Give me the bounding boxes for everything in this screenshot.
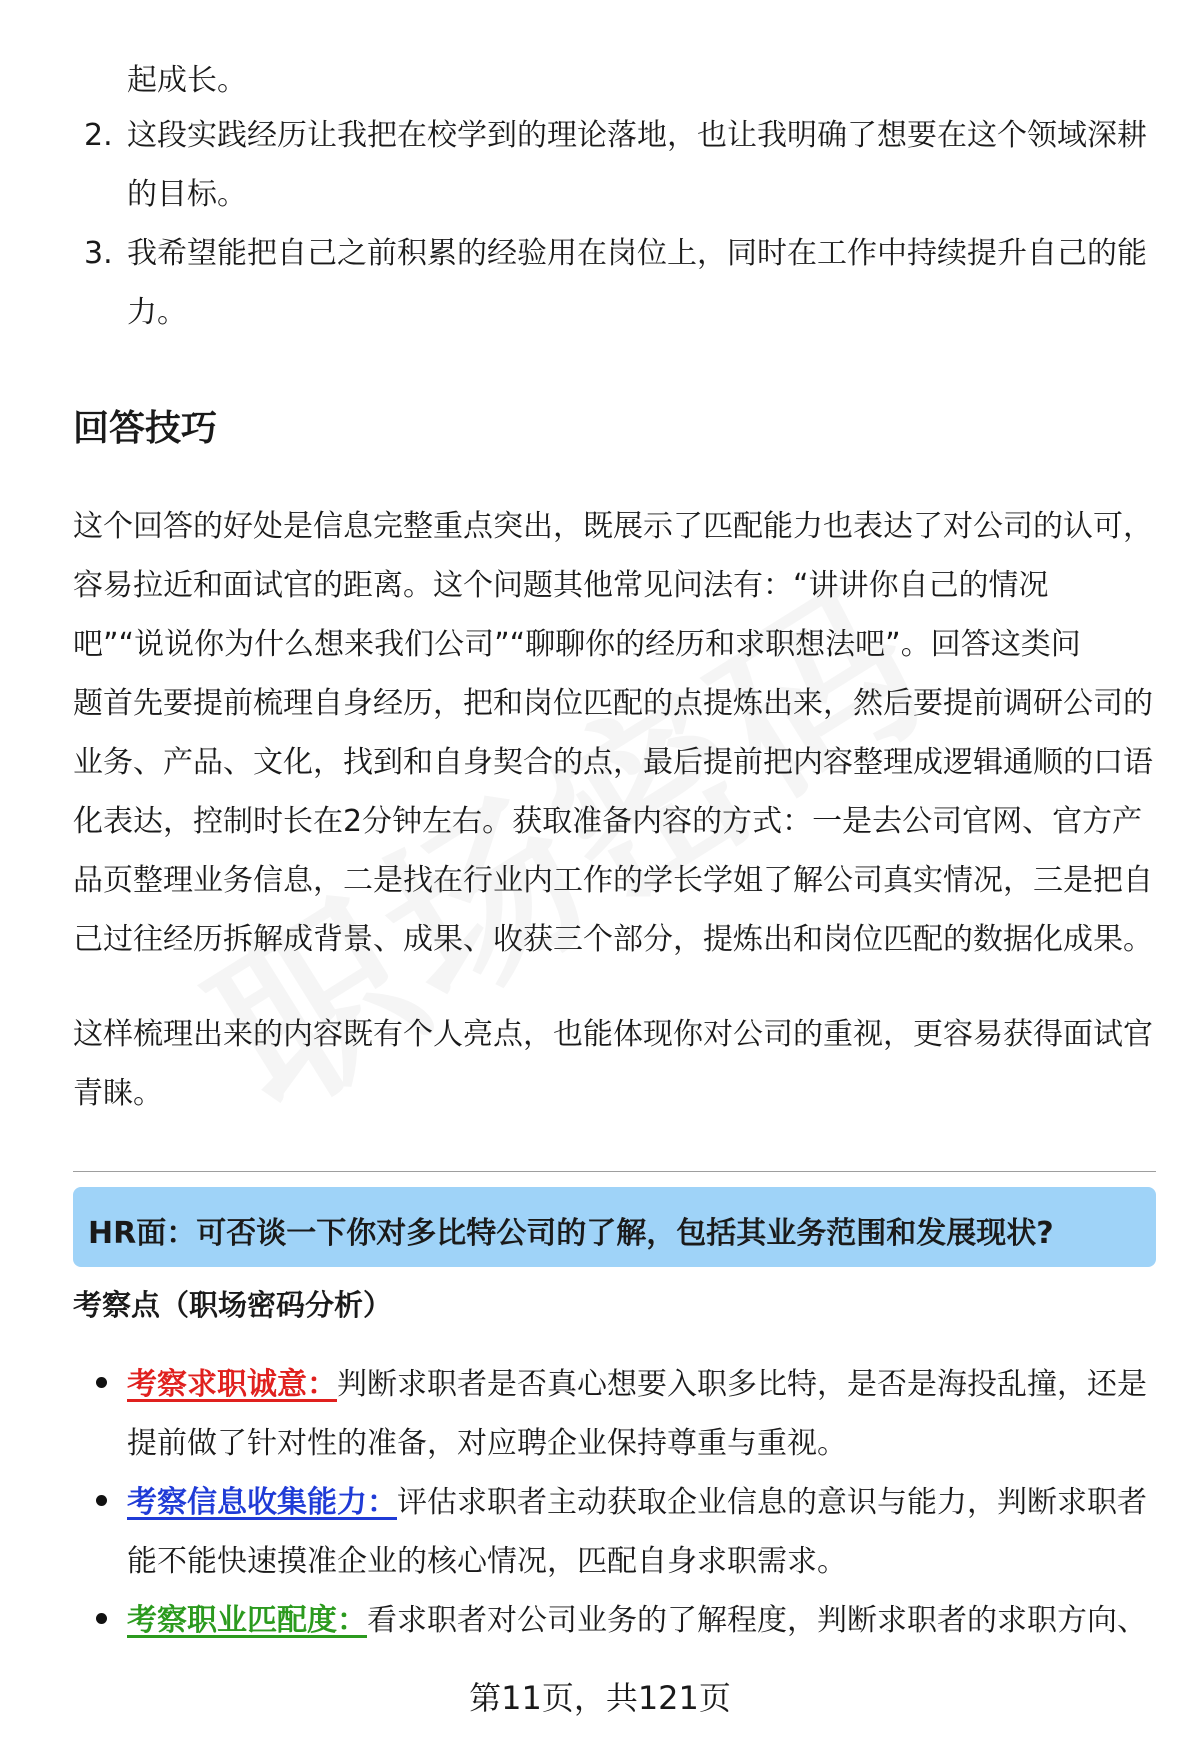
text-line: 化表达，控制时长在2分钟左右。获取准备内容的方式：一是去公司官网、官方产 [73,804,1143,839]
list-item-continuation: 起成长。 [127,63,247,98]
bullet-icon [96,1613,107,1624]
bullet-text [127,1355,1157,1473]
tips-paragraph [73,1005,1153,1123]
tips-paragraph [73,497,1153,969]
text-line: 吧”“说说你为什么想来我们公司”“聊聊你的经历和求职想法吧”。回答这类问 [73,627,1081,662]
question-title: HR面：可否谈一下你对多比特公司的了解，包括其业务范围和发展现状? [88,1216,1054,1251]
page-number: 第11页，共121页 [469,1679,731,1717]
text-line: 判断求职者是否真心想要入职多比特，是否是海投乱撞，还是 [337,1367,1147,1402]
text-line: 这样梳理出来的内容既有个人亮点，也能体现你对公司的重视，更容易获得面试官 [73,1017,1153,1052]
text-line: 容易拉近和面试官的距离。这个问题其他常见问法有：“讲讲你自己的情况 [73,568,1049,603]
text-line: 己过往经历拆解成背景、成果、收获三个部分，提炼出和岗位匹配的数据化成果。 [73,922,1153,957]
divider [73,1171,1156,1172]
list-number: 3. [84,236,113,271]
keyword: 考察职业匹配度： [127,1603,367,1638]
text-line: 的目标。 [127,177,247,212]
text-line: 题首先要提前梳理自身经历，把和岗位匹配的点提炼出来，然后要提前调研公司的 [73,686,1153,721]
text-line: 品页整理业务信息，二是找在行业内工作的学长学姐了解公司真实情况，三是把自 [73,863,1153,898]
text-line: 提前做了针对性的准备，对应聘企业保持尊重与重视。 [127,1426,847,1461]
bullet-icon [96,1377,107,1388]
text-line: 能不能快速摸准企业的核心情况，匹配自身求职需求。 [127,1544,847,1579]
text-line: 这个回答的好处是信息完整重点突出，既展示了匹配能力也表达了对公司的认可， [73,509,1153,544]
text-line: 看求职者对公司业务的了解程度，判断求职者的求职方向、 [367,1603,1147,1638]
list-item-text [127,106,1147,224]
text-line: 我希望能把自己之前积累的经验用在岗位上，同时在工作中持续提升自己的能 [127,236,1147,271]
bullet-icon [96,1495,107,1506]
keyword: 考察求职诚意： [127,1367,337,1402]
text-line: 这段实践经历让我把在校学到的理论落地，也让我明确了想要在这个领域深耕 [127,118,1147,153]
keyword: 考察信息收集能力： [127,1485,397,1520]
text-line: 评估求职者主动获取企业信息的意识与能力，判断求职者 [397,1485,1147,1520]
text-line: 业务、产品、文化，找到和自身契合的点，最后提前把内容整理成逻辑通顺的口语 [73,745,1153,780]
text-line: 青睐。 [73,1076,163,1111]
list-item-text [127,224,1147,342]
question-callout [73,1187,1156,1267]
list-number: 2. [84,118,113,153]
bullet-text [127,1591,1157,1650]
section-heading: 回答技巧 [73,408,218,449]
bullet-text [127,1473,1157,1591]
text-line: 力。 [127,295,187,330]
section-subheading: 考察点（职场密码分析） [73,1288,393,1322]
